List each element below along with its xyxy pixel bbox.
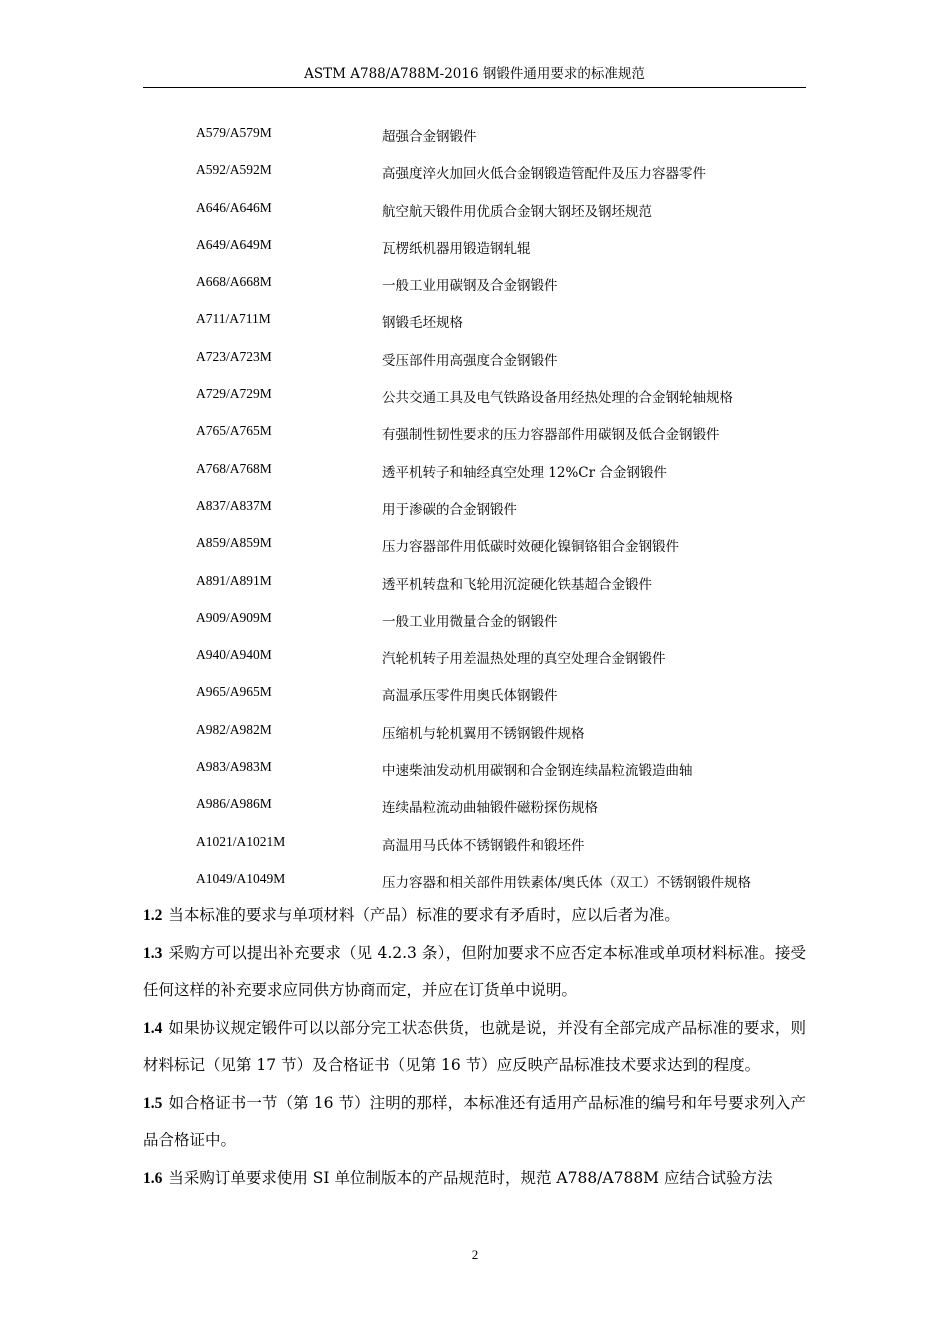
list-item <box>0 301 950 338</box>
page-number: 2 <box>471 1247 479 1262</box>
list-item <box>0 600 950 637</box>
list-item <box>0 413 950 450</box>
standard-code: A940/A940M <box>196 647 272 663</box>
standard-title: 高强度淬火加回火低合金钢锻造管配件及压力容器零件 <box>382 166 706 183</box>
clause-1-3 <box>143 935 806 1010</box>
list-item <box>0 264 950 301</box>
standard-title: 受压部件用高强度合金钢锻件 <box>382 352 558 369</box>
list-item <box>0 488 950 525</box>
standard-title: 中速柴油发动机用碳钢和合金钢连续晶粒流锻造曲轴 <box>382 763 693 780</box>
standard-code: A986/A986M <box>196 796 272 812</box>
list-item <box>0 563 950 600</box>
standard-title: 压缩机与轮机翼用不锈钢锻件规格 <box>382 725 585 742</box>
standard-title: 用于渗碳的合金钢锻件 <box>382 501 517 518</box>
standard-title: 瓦楞纸机器用锻造钢轧辊 <box>382 240 531 257</box>
list-item <box>0 824 950 861</box>
standard-code: A982/A982M <box>196 721 272 737</box>
clause-number: 1.2 <box>143 907 163 924</box>
standard-title: 透平机转盘和飞轮用沉淀硬化铁基超合金锻件 <box>382 576 652 593</box>
standard-title: 一般工业用碳钢及合金钢锻件 <box>382 278 558 295</box>
standard-code: A649/A649M <box>196 236 272 252</box>
list-item <box>0 115 950 152</box>
standard-code: A768/A768M <box>196 460 272 476</box>
clause-text: 如合格证书一节（第 16 节）注明的那样，本标准还有适用产品标准的编号和年号要求列入产品合格证中。 <box>143 1093 806 1149</box>
clause-number: 1.6 <box>143 1169 163 1187</box>
list-item <box>0 152 950 189</box>
clause-1-4 <box>143 1010 806 1085</box>
clauses-body <box>143 897 806 1197</box>
standard-code: A909/A909M <box>196 609 272 625</box>
standard-title: 汽轮机转子用差温热处理的真空处理合金钢锻件 <box>382 651 666 668</box>
standard-code: A711/A711M <box>196 311 271 327</box>
list-item <box>0 525 950 562</box>
standard-title: 有强制性韧性要求的压力容器部件用碳钢及低合金钢锻件 <box>382 427 720 444</box>
clause-number: 1.4 <box>143 1019 163 1037</box>
standard-title: 超强合金钢锻件 <box>382 129 477 145</box>
standard-code: A983/A983M <box>196 759 272 775</box>
standard-code: A837/A837M <box>196 497 272 513</box>
standard-title: 连续晶粒流动曲轴锻件磁粉探伤规格 <box>382 800 598 817</box>
clause-1-5 <box>143 1085 806 1160</box>
list-item <box>0 786 950 823</box>
header-title: ASTM A788/A788M-2016 钢锻件通用要求的标准规范 <box>304 66 645 82</box>
standard-title: 压力容器和相关部件用铁素体/奥氏体（双工）不锈钢锻件规格 <box>382 874 752 891</box>
clause-text: 当采购订单要求使用 SI 单位制版本的产品规范时，规范 A788/A788M 应结合试验方法 <box>168 1168 773 1187</box>
clause-number: 1.3 <box>143 944 163 962</box>
standard-title: 钢锻毛坯规格 <box>382 315 463 332</box>
standard-code: A646/A646M <box>196 199 272 215</box>
clause-1-2 <box>143 897 806 935</box>
list-item <box>0 861 950 898</box>
clause-text: 采购方可以提出补充要求（见 4.2.3 条），但附加要求不应否定本标准或单项材料标准。接受任何这样的补充要求应同供方协商而定，并应在订货单中说明。 <box>143 943 806 999</box>
standard-code: A579/A579M <box>196 125 272 140</box>
list-item <box>0 227 950 264</box>
standard-code: A668/A668M <box>196 274 272 290</box>
standard-code: A729/A729M <box>196 386 272 402</box>
standard-code: A592/A592M <box>196 162 272 178</box>
list-item <box>0 637 950 674</box>
referenced-standards-list <box>0 115 950 898</box>
running-header <box>143 64 806 88</box>
list-item <box>0 190 950 227</box>
standard-code: A765/A765M <box>196 423 272 439</box>
standard-title: 高温承压零件用奥氏体钢锻件 <box>382 688 558 705</box>
clause-text: 如果协议规定锻件可以以部分完工状态供货，也就是说，并没有全部完成产品标准的要求，则材料标记（见第 17 节）及合格证书（见第 16 节）应反映产品标准技术要求达到的程度。 <box>143 1018 806 1074</box>
list-item <box>0 674 950 711</box>
standard-code: A1049/A1049M <box>196 870 286 886</box>
standard-code: A965/A965M <box>196 684 272 700</box>
list-item <box>0 339 950 376</box>
standard-code: A1021/A1021M <box>196 833 286 849</box>
standard-title: 公共交通工具及电气铁路设备用经热处理的合金钢轮轴规格 <box>382 390 733 407</box>
clause-number: 1.5 <box>143 1094 163 1112</box>
standard-title: 透平机转子和轴经真空处理 12%Cr 合金钢锻件 <box>382 464 667 481</box>
standard-title: 一般工业用微量合金的钢锻件 <box>382 613 558 630</box>
clause-text: 当本标准的要求与单项材料（产品）标准的要求有矛盾时，应以后者为准。 <box>168 906 680 924</box>
list-item <box>0 376 950 413</box>
list-item <box>0 451 950 488</box>
list-item <box>0 712 950 749</box>
clause-1-6 <box>143 1160 806 1198</box>
standard-code: A891/A891M <box>196 572 272 588</box>
standard-title: 航空航天锻件用优质合金钢大钢坯及钢坯规范 <box>382 203 652 220</box>
standard-code: A723/A723M <box>196 348 272 364</box>
list-item <box>0 749 950 786</box>
standard-code: A859/A859M <box>196 535 272 551</box>
standard-title: 压力容器部件用低碳时效硬化镍铜铬钼合金钢锻件 <box>382 539 679 556</box>
standard-title: 高温用马氏体不锈钢锻件和锻坯件 <box>382 837 585 854</box>
